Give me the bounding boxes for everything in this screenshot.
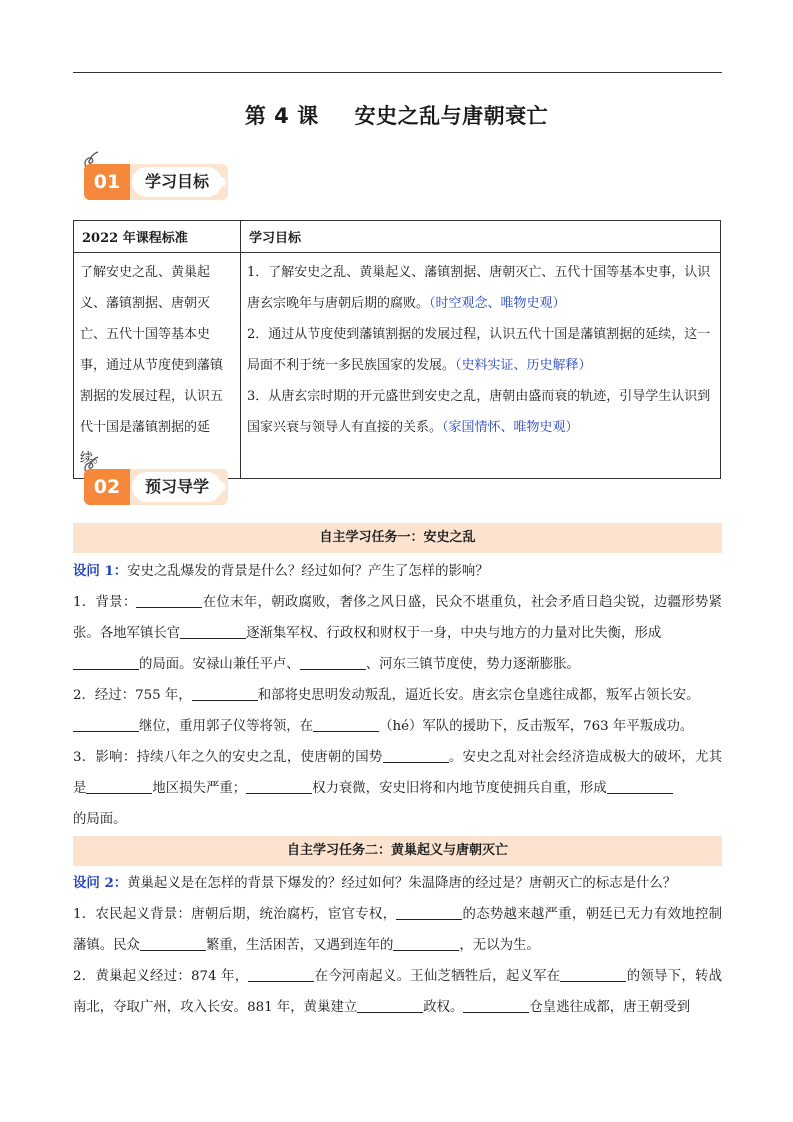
- task1-impact: 3．影响：持续八年之久的安史之乱，使唐朝的国势 。安史之乱对社会经济造成极大的破坏，尤其是 地区损失严重； 权力衰微，安史旧将和内地节度使拥兵自重，形成 的局面。: [73, 750, 722, 827]
- objective-2-tag: （史料实证、历史解释）: [455, 358, 592, 373]
- question-2: [73, 868, 722, 899]
- question-text: 黄巢起义是在怎样的背景下爆发的？经过如何？朱温降唐的经过是？唐朝灭亡的标志是什么？: [127, 876, 677, 891]
- badge-dot: [216, 177, 226, 187]
- task1-course: 2．经过：755 年， 和部将史思明发动叛乱，逼近长安。唐玄宗仓皇逃往成都，叛军占领长安。 继位，重用郭子仪等将领，在 （hé）军队的援助下，反击叛军，763 年平叛成功。: [73, 688, 700, 734]
- fill-blank[interactable]: [246, 779, 312, 794]
- fill-blank[interactable]: [73, 655, 139, 670]
- page-title: [0, 100, 793, 130]
- objective-3-tag: （家国情怀、唯物史观）: [442, 420, 579, 435]
- badge-dot: [216, 482, 226, 492]
- fill-blank[interactable]: [560, 967, 626, 982]
- objective-1: 1．了解安史之乱、黄巢起义、藩镇割据、唐朝灭亡、五代十国等基本史事，认识唐玄宗晚年与唐朝后期的腐败。（时空观念、唯物史观）: [247, 265, 711, 311]
- fill-blank[interactable]: [180, 624, 246, 639]
- fill-blank[interactable]: [607, 779, 673, 794]
- section-number: 02: [84, 469, 130, 505]
- goals-table: [73, 220, 721, 479]
- standard-cell: 了解安史之乱、黄巢起义、藩镇割据、唐朝灭亡、五代十国等基本史事，通过从节度使到藩镇割据的发展过程，认识五代十国是藩镇割据的延续。: [74, 253, 241, 479]
- fill-blank[interactable]: [383, 748, 449, 763]
- objective-2: 2．通过从节度使到藩镇割据的发展过程，认识五代十国是藩镇割据的延续，这一局面不利于统一多民族国家的发展。（史料实证、历史解释）: [247, 327, 711, 373]
- fill-blank[interactable]: [300, 655, 366, 670]
- question-label: 设问 2：: [73, 875, 128, 891]
- task2-background: 1．农民起义背景：唐朝后期，统治腐朽，宦官专权， 的态势越来越严重，朝廷已无力有效地控制藩镇。民众 繁重，生活困苦，又遇到连年的 ，无以为生。: [73, 907, 723, 953]
- fill-blank[interactable]: [313, 717, 379, 732]
- objective-1-tag: （时空观念、唯物史观）: [429, 296, 566, 311]
- task-heading-1: 自主学习任务一：安史之乱: [73, 523, 722, 553]
- objective-3: 3．从唐玄宗时期的开元盛世到安史之乱，唐朝由盛而衰的轨迹，引导学生认识到国家兴衰与领导人有直接的关系。（家国情怀、唯物史观）: [247, 389, 711, 435]
- table-header-row: [74, 221, 721, 253]
- fill-blank[interactable]: [136, 593, 202, 608]
- task1-background: 1．背景： 在位末年，朝政腐败，奢侈之风日盛，民众不堪重负，社会矛盾日趋尖锐，边疆形势紧张。各地军镇长官 逐渐集军权、行政权和财权于一身，中央与地方的力量对比失衡，形成 的局面。安禄山兼任平卢、 、河东三镇节度使，势力逐渐膨胀。: [73, 595, 722, 672]
- fill-blank[interactable]: [73, 717, 139, 732]
- section-badge-goals: [80, 150, 230, 202]
- header-objectives: 学习目标: [241, 221, 721, 253]
- fill-blank[interactable]: [140, 936, 206, 951]
- objectives-cell: [241, 253, 721, 479]
- fill-blank[interactable]: [393, 936, 459, 951]
- fill-blank[interactable]: [396, 905, 462, 920]
- section-badge-preview: [80, 455, 230, 507]
- fill-blank[interactable]: [86, 779, 152, 794]
- section-label: 学习目标: [132, 167, 222, 197]
- lesson-name: 安史之乱与唐朝衰亡: [354, 104, 549, 128]
- fill-blank[interactable]: [192, 686, 258, 701]
- question-text: 安史之乱爆发的背景是什么？经过如何？产生了怎样的影响？: [127, 564, 489, 579]
- header-rule: [73, 72, 722, 73]
- fill-blank[interactable]: [248, 967, 314, 982]
- header-standard: 2022 年课程标准: [74, 221, 241, 253]
- table-row: [74, 253, 721, 479]
- section-number: 01: [84, 164, 130, 200]
- lesson-number: 第 4 课: [244, 104, 319, 128]
- question-1: [73, 556, 722, 587]
- question-label: 设问 1：: [73, 563, 128, 579]
- fill-blank[interactable]: [463, 998, 529, 1013]
- section-label: 预习导学: [132, 472, 222, 502]
- task2-course: 2．黄巢起义经过：874 年， 在今河南起义。王仙芝牺牲后，起义军在 的领导下，转战南北，夺取广州，攻入长安。881 年，黄巢建立 政权。 仓皇逃往成都，唐王朝受到: [73, 969, 723, 1015]
- fill-blank[interactable]: [357, 998, 423, 1013]
- task-heading-2: 自主学习任务二：黄巢起义与唐朝灭亡: [73, 836, 722, 866]
